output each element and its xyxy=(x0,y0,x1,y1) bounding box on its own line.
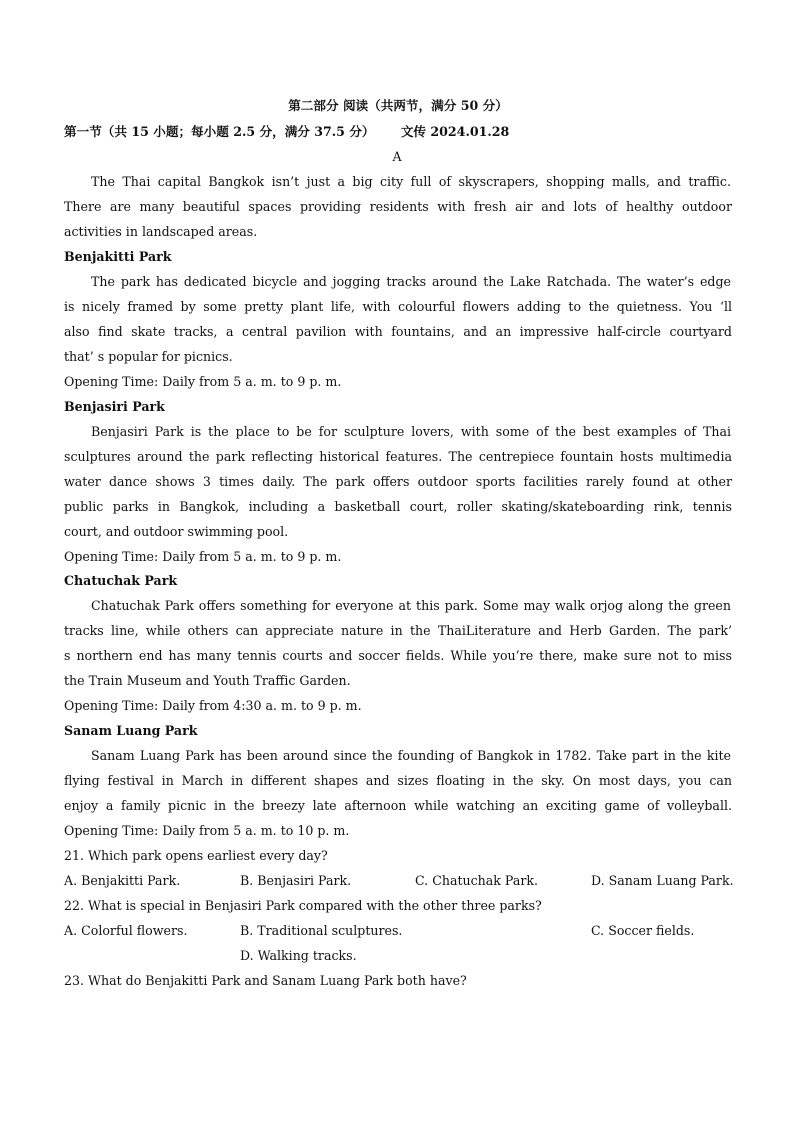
park-text-line: enjoy a family picnic in the breezy late afternoon while watching an exciting game of volleyball. xyxy=(64,798,732,813)
park-text-line: tracks line, while others can appreciate nature in the ThaiLiterature and Herb Garden. The park’ xyxy=(64,623,732,638)
park-text-line: flying festival in March in different shapes and sizes floating in the sky. On most days, you can xyxy=(64,773,732,788)
park-heading: Benjakitti Park xyxy=(64,249,172,264)
option-b: B. Benjasiri Park. xyxy=(240,873,352,888)
option-d: D. Walking tracks. xyxy=(240,948,357,963)
park-heading: Sanam Luang Park xyxy=(64,723,198,738)
passage-label: A xyxy=(392,149,402,164)
question-stem: 23. What do Benjakitti Park and Sanam Luang Park both have? xyxy=(64,973,467,988)
park-text-line: water dance shows 3 times daily. The park offers outdoor sports facilities rarely found at other xyxy=(64,474,732,489)
section-line: 第一节（共 15 小题；每小题 2.5 分，满分 37.5 分） 文传 2024.01.28 xyxy=(64,124,510,139)
option-a: A. Colorful flowers. xyxy=(64,923,188,938)
park-text-line: court, and outdoor swimming pool. xyxy=(64,524,289,539)
opening-time: Opening Time: Daily from 5 a. m. to 9 p. m. xyxy=(64,549,342,564)
option-d: D. Sanam Luang Park. xyxy=(591,873,734,888)
park-text-line: s northern end has many tennis courts and soccer fields. While you’re there, make sure not to miss xyxy=(64,648,732,663)
park-text-line: is nicely framed by some pretty plant life, with colourful flowers adding to the quietness. You ‘ll xyxy=(64,299,732,314)
park-heading: Chatuchak Park xyxy=(64,573,178,588)
park-text-line: Benjasiri Park is the place to be for sculpture lovers, with some of the best examples of Thai xyxy=(91,424,731,439)
park-text-line: Chatuchak Park offers something for everyone at this park. Some may walk orjog along the green xyxy=(91,598,731,613)
park-text-line: also find skate tracks, a central pavilion with fountains, and an impressive half-circle courtyard xyxy=(64,324,732,339)
park-text-line: sculptures around the park reflecting historical features. The centrepiece fountain hosts multimedia xyxy=(64,449,732,464)
park-text-line: public parks in Bangkok, including a basketball court, roller skating/skateboarding rink, tennis xyxy=(64,499,732,514)
park-text-line: The park has dedicated bicycle and jogging tracks around the Lake Ratchada. The water’s edge xyxy=(91,274,731,289)
option-c: C. Chatuchak Park. xyxy=(415,873,538,888)
option-b: B. Traditional sculptures. xyxy=(240,923,403,938)
intro-line: There are many beautiful spaces providing residents with fresh air and lots of healthy outdoor xyxy=(64,199,732,214)
park-text-line: that’ s popular for picnics. xyxy=(64,349,233,364)
opening-time: Opening Time: Daily from 5 a. m. to 9 p. m. xyxy=(64,374,342,389)
question-stem: 22. What is special in Benjasiri Park compared with the other three parks? xyxy=(64,898,542,913)
park-heading: Benjasiri Park xyxy=(64,399,165,414)
park-text-line: the Train Museum and Youth Traffic Garden. xyxy=(64,673,351,688)
part-title: 第二部分 阅读（共两节，满分 50 分） xyxy=(288,98,508,113)
opening-time: Opening Time: Daily from 4:30 a. m. to 9 p. m. xyxy=(64,698,362,713)
question-stem: 21. Which park opens earliest every day? xyxy=(64,848,328,863)
intro-line: The Thai capital Bangkok isn’t just a big city full of skyscrapers, shopping malls, and traffic. xyxy=(91,174,731,189)
option-a: A. Benjakitti Park. xyxy=(64,873,181,888)
intro-line: activities in landscaped areas. xyxy=(64,224,258,239)
park-text-line: Sanam Luang Park has been around since the founding of Bangkok in 1782. Take part in the kite xyxy=(91,748,731,763)
option-c: C. Soccer fields. xyxy=(591,923,695,938)
opening-time: Opening Time: Daily from 5 a. m. to 10 p. m. xyxy=(64,823,350,838)
